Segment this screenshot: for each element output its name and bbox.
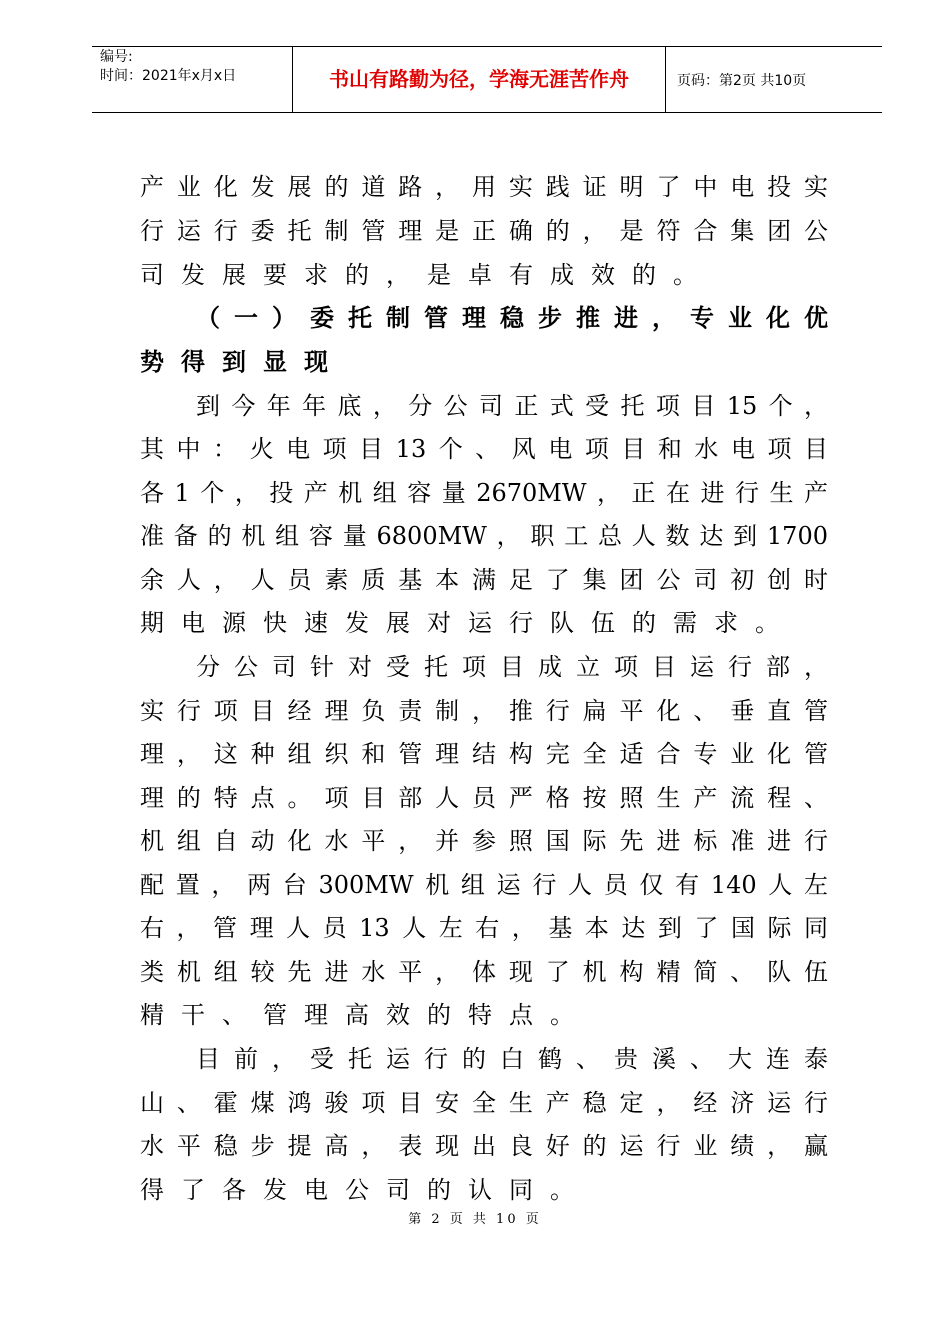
body-line: 机组自动化水平，并参照国际先进标准进行 xyxy=(140,827,828,855)
body-line: 行运行委托制管理是正确的，是符合集团公 xyxy=(140,217,828,245)
body-line: 司发展要求的，是卓有成效的。 xyxy=(140,261,714,289)
section-heading: （一）委托制管理稳步推进，专业化优 xyxy=(196,303,828,332)
body-line: 产业化发展的道路，用实践证明了中电投实 xyxy=(140,173,828,201)
body-line: 理的特点。项目部人员严格按照生产流程、 xyxy=(140,784,828,812)
document-number-label: 编号: xyxy=(100,49,133,65)
body-line: 实行项目经理负责制，推行扁平化、垂直管 xyxy=(140,697,828,725)
body-line: 类机组较先进水平，体现了机构精简、队伍 xyxy=(140,958,828,986)
body-line: 水平稳步提高，表现出良好的运行业绩，赢 xyxy=(140,1132,828,1160)
body-line: 山、霍煤鸿骏项目安全生产稳定，经济运行 xyxy=(140,1089,828,1117)
header-top-rule xyxy=(92,46,882,47)
body-line: 配置，两台300MW机组运行人员仅有140人左 xyxy=(140,871,828,899)
body-line: 余人，人员素质基本满足了集团公司初创时 xyxy=(140,566,828,594)
body-line: 到今年年底，分公司正式受托项目15个， xyxy=(196,392,828,420)
body-line: 期电源快速发展对运行队伍的需求。 xyxy=(140,609,796,637)
body-line: 理，这种组织和管理结构完全适合专业化管 xyxy=(140,740,828,768)
body-line: 目前，受托运行的白鹤、贵溪、大连泰 xyxy=(196,1045,828,1073)
body-line: 准备的机组容量6800MW，职工总人数达到1700 xyxy=(140,522,828,550)
body-line: 得了各发电公司的认同。 xyxy=(140,1176,591,1204)
header-divider-right xyxy=(665,46,666,112)
body-line: 其中：火电项目13个、风电项目和水电项目 xyxy=(140,435,828,463)
body-line: 右，管理人员13人左右，基本达到了国际同 xyxy=(140,914,828,942)
page-indicator: 页码：第2页 共10页 xyxy=(677,73,807,89)
body-line: 精干、管理高效的特点。 xyxy=(140,1001,591,1029)
document-date-label: 时间：2021年x月x日 xyxy=(100,68,237,84)
body-line: 各1个，投产机组容量2670MW，正在进行生产 xyxy=(140,479,828,507)
header-bottom-rule xyxy=(92,112,882,113)
body-line: 分公司针对受托项目成立项目运行部， xyxy=(196,653,828,681)
page-footer: 第 2 页 共 10 页 xyxy=(408,1212,542,1227)
header-motto: 书山有路勤为径，学海无涯苦作舟 xyxy=(329,67,629,91)
section-heading: 势得到显现 xyxy=(140,347,345,376)
